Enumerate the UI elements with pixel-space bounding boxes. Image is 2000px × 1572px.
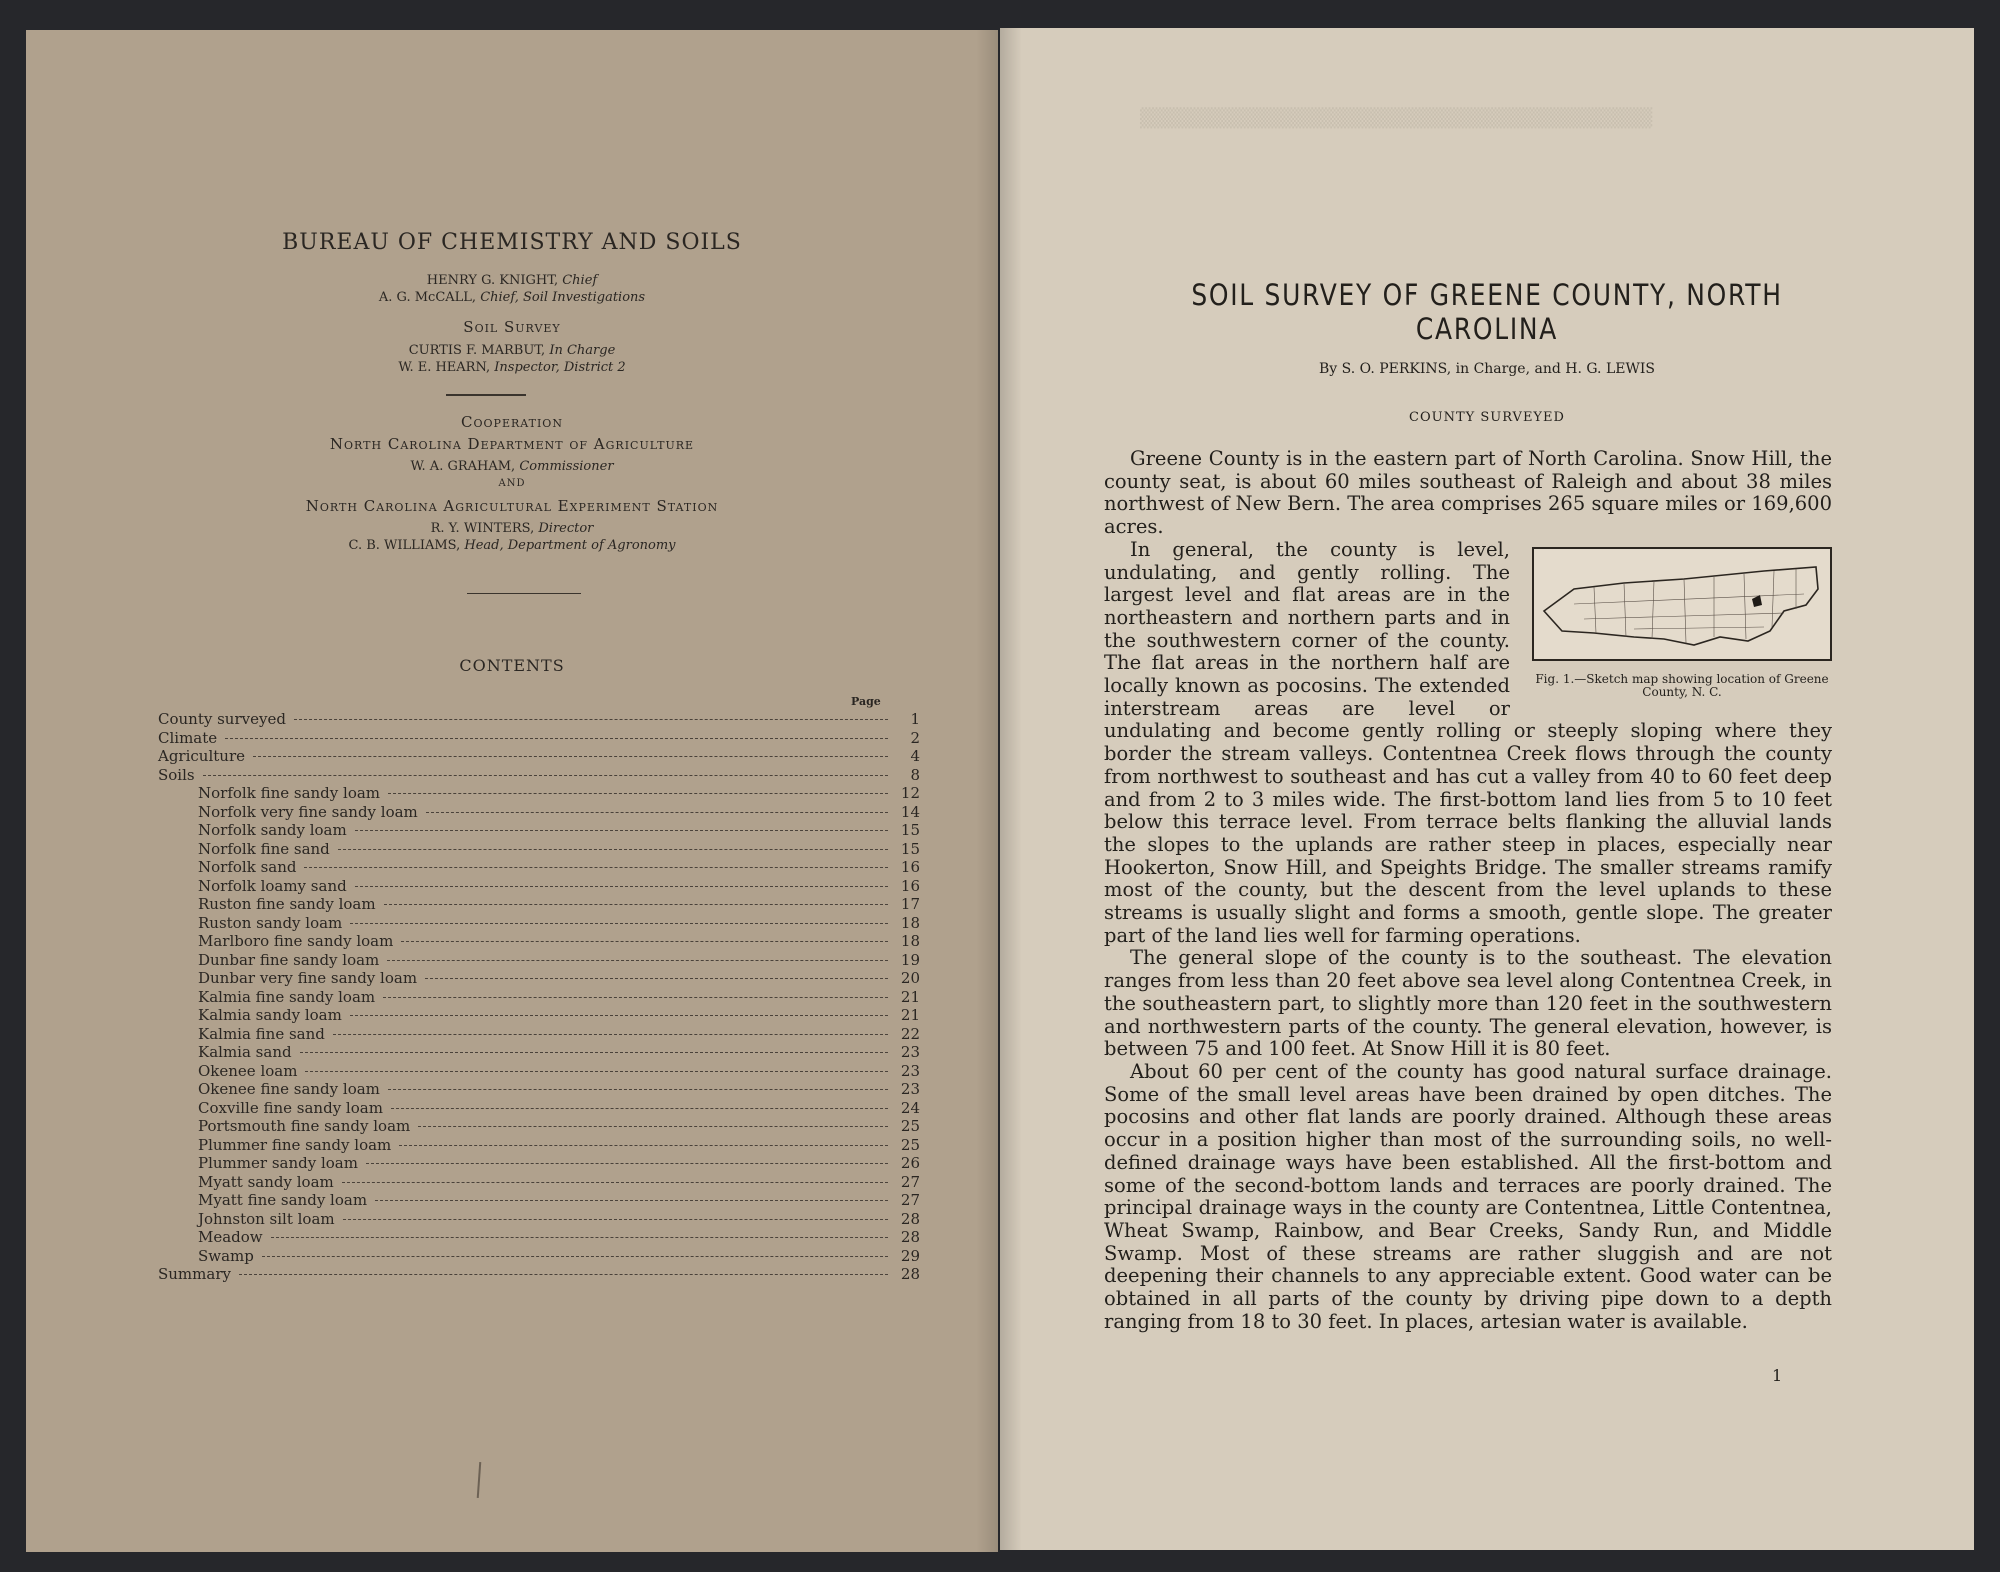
state-outline (1544, 567, 1818, 645)
staff-role: Commissioner (519, 459, 614, 474)
divider (467, 593, 581, 594)
staff-name: A. G. McCALL, (378, 290, 477, 305)
toc-leader (333, 1034, 888, 1035)
toc-entry-title: Okenee loam (198, 1061, 298, 1080)
toc-entry-page: 21 (900, 987, 920, 1006)
toc-leader (426, 812, 888, 813)
toc-entry-page: 23 (900, 1080, 920, 1098)
toc-entry-title: Kalmia fine sandy loam (198, 987, 376, 1006)
toc-entry-page: 16 (900, 876, 920, 895)
page-number: 1 (1772, 1366, 1783, 1385)
toc-leader (300, 1052, 888, 1053)
staff-role: Head, Department of Agronomy (464, 538, 676, 553)
figure (1532, 547, 1832, 699)
and-label: AND (498, 478, 526, 489)
toc-leader (399, 1145, 888, 1146)
toc-entry (158, 877, 920, 896)
toc-entry-title: Plummer fine sandy loam (198, 1135, 392, 1154)
toc-entry-title: County surveyed (158, 710, 286, 728)
toc-entry (158, 1247, 920, 1266)
toc-leader (388, 1089, 888, 1090)
staff-line (26, 520, 998, 537)
toc-entry (158, 729, 920, 748)
toc-leader (391, 1108, 888, 1109)
staff-role: Chief (562, 273, 598, 288)
toc-entry-title: Kalmia fine sand (198, 1024, 325, 1043)
toc-entry-title: Coxville fine sandy loam (198, 1098, 383, 1117)
staff-role: Inspector, District 2 (494, 360, 626, 375)
toc-entry-page: 25 (900, 1135, 920, 1154)
toc-leader (294, 719, 888, 720)
toc-entry-page: 19 (900, 950, 920, 969)
toc-entry (158, 1043, 920, 1062)
page-fold-shadow (1000, 28, 1022, 1550)
toc-leader (366, 1163, 888, 1164)
toc-entry-title: Climate (158, 728, 218, 747)
toc-entry (158, 1062, 920, 1081)
coop-dept: North Carolina Department of Agriculture (329, 435, 695, 453)
toc-entry (158, 747, 920, 766)
toc-entry (158, 840, 920, 859)
staff-block (26, 272, 998, 306)
toc-entry (158, 784, 920, 803)
toc-entry (158, 1136, 920, 1155)
toc-entry-title: Meadow (198, 1228, 263, 1246)
toc-entry-title: Kalmia sandy loam (198, 1006, 342, 1024)
toc-entry-page: 24 (900, 1098, 920, 1117)
toc-entry-title: Marlboro fine sandy loam (198, 932, 394, 950)
staff-name: W. A. GRAHAM, (410, 459, 516, 474)
toc-entry-title: Okenee fine sandy loam (198, 1080, 380, 1098)
toc-leader (262, 1256, 888, 1257)
toc-entry-title: Norfolk sandy loam (198, 821, 347, 839)
toc-entry (158, 1080, 920, 1099)
toc-entry-title: Johnston silt loam (198, 1209, 335, 1228)
toc-entry (158, 1191, 920, 1210)
toc-leader (253, 756, 888, 757)
toc-entry-title: Summary (158, 1265, 231, 1283)
toc-entry (158, 858, 920, 877)
toc-entry-page: 2 (910, 728, 920, 747)
toc-entry-page: 27 (900, 1172, 920, 1191)
map-drawing (1534, 549, 1830, 659)
toc-entry-title: Norfolk sand (198, 858, 297, 876)
byline: By S. O. PERKINS, in Charge, and H. G. LEWIS (1319, 361, 1655, 377)
toc-entry-title: Swamp (198, 1246, 254, 1265)
toc-entry-title: Kalmia sand (198, 1043, 292, 1061)
toc-entry-page: 12 (900, 784, 920, 802)
staff-name: C. B. WILLIAMS, (348, 538, 461, 553)
page-fold-shadow (976, 30, 998, 1552)
figure-caption: Fig. 1.—Sketch map showing location of Greene County, N. C. (1535, 671, 1829, 699)
toc-leader (355, 830, 888, 831)
toc-entry-page: 29 (900, 1246, 920, 1265)
toc-entry-title: Portsmouth fine sandy loam (198, 1117, 411, 1135)
staff-name: CURTIS F. MARBUT, (408, 343, 546, 358)
toc-entry-page: 1 (910, 710, 920, 728)
toc-leader (342, 1182, 888, 1183)
document-title (1068, 278, 1906, 346)
toc-entry-page: 14 (900, 802, 920, 821)
section-heading: COUNTY SURVEYED (1409, 410, 1565, 425)
toc-entry-page: 27 (900, 1191, 920, 1209)
staff-name: R. Y. WINTERS, (430, 521, 535, 536)
toc-entry-page: 23 (900, 1043, 920, 1061)
toc-entry-title: Ruston fine sandy loam (198, 895, 376, 913)
toc-entry-page: 15 (900, 839, 920, 858)
toc-entry (158, 1210, 920, 1229)
toc-entry (158, 932, 920, 951)
staff-role: Director (538, 521, 594, 536)
toc-entry-page: 22 (900, 1024, 920, 1043)
toc-entry (158, 1173, 920, 1192)
staff-line (26, 537, 998, 554)
toc-entry (158, 1154, 920, 1173)
soil-survey-staff (26, 342, 998, 376)
toc-entry-title: Norfolk very fine sandy loam (198, 802, 418, 821)
toc-entry-title: Norfolk fine sand (198, 839, 330, 858)
body-text (1104, 448, 1832, 1333)
staff-name: W. E. HEARN, (398, 360, 491, 375)
toc-entry-page: 4 (910, 747, 920, 765)
left-page (26, 30, 998, 1552)
toc-entry (158, 1228, 920, 1247)
paper-mark (477, 1462, 482, 1498)
coop-station: North Carolina Agricultural Experiment Station (305, 497, 719, 515)
toc-entry-title: Myatt fine sandy loam (198, 1191, 368, 1209)
toc-entry-page: 15 (900, 821, 920, 839)
toc-entry (158, 951, 920, 970)
toc-entry-page: 28 (900, 1265, 920, 1283)
staff-role: Chief, Soil Investigations (480, 290, 646, 305)
toc-entry-page: 18 (900, 913, 920, 932)
cooperation-heading: Cooperation (461, 413, 563, 431)
toc-entry (158, 710, 920, 729)
toc-entry-title: Norfolk loamy sand (198, 876, 347, 895)
toc-leader (203, 775, 888, 776)
toc-leader (401, 941, 888, 942)
toc-leader (387, 960, 888, 961)
table-of-contents (158, 710, 920, 1284)
north-carolina-map (1532, 547, 1832, 661)
toc-entry (158, 1006, 920, 1025)
paragraph: In general, the county is level, undulating, and gently rolling. The largest level and flat areas are in the northeastern and northern parts and in the southwestern corner of the county. The flat areas in the northern half are locally known as pocosins. The extended interstream areas are level or undulating and become gently rolling or steeply sloping where they border the stream valleys. Contentnea Creek flows through the county from northwest to southeast and has cut a valley from 40 to 60 feet deep and from 2 to 3 miles wide. The first-bottom land lies from 5 to 10 feet below this terrace level. From terrace belts flanking the alluvial lands the slopes to the uplands are rather steep in places, especially near Hookerton, Snow Hill, and Speights Bridge. The smaller streams ramify most of the county, but the descent from the level uplands to these streams is usually slight and forms a smooth, gentle slope. The greater part of the land lies well for farming operations. (1104, 537, 1832, 947)
toc-leader (418, 1126, 888, 1127)
staff-line (26, 342, 998, 359)
toc-leader (338, 849, 888, 850)
document-title-line: CAROLINA (1415, 312, 1559, 346)
toc-entry-title: Plummer sandy loam (198, 1154, 358, 1172)
toc-entry (158, 766, 920, 785)
toc-leader (305, 1071, 888, 1072)
toc-leader (425, 978, 888, 979)
toc-leader (343, 1219, 888, 1220)
toc-entry-title: Agriculture (158, 747, 245, 765)
coop-dept-staff (26, 458, 998, 475)
staff-line (26, 289, 998, 306)
toc-entry (158, 821, 920, 840)
toc-entry-page: 17 (900, 895, 920, 913)
toc-entry-title: Ruston sandy loam (198, 913, 343, 932)
toc-entry-page: 21 (900, 1006, 920, 1024)
toc-leader (388, 793, 888, 794)
toc-page-label: Page (851, 695, 881, 708)
staff-role: In Charge (549, 343, 616, 358)
toc-leader (350, 1015, 888, 1016)
paragraph: Greene County is in the eastern part of North Carolina. Snow Hill, the county seat, is about 60 miles southeast of Raleigh and about 38 miles northwest of New Bern. The area comprises 265 square miles or 169,600 acres. (1104, 447, 1832, 539)
toc-entry-page: 18 (900, 932, 920, 950)
toc-entry-title: Soils (158, 765, 195, 784)
soil-survey-heading: Soil Survey (463, 318, 561, 336)
toc-entry-page: 26 (900, 1154, 920, 1172)
toc-leader (225, 738, 888, 739)
document-title-line: SOIL SURVEY OF GREENE COUNTY, NORTH (1191, 278, 1783, 312)
toc-entry (158, 1099, 920, 1118)
toc-leader (304, 867, 888, 868)
toc-leader (271, 1237, 888, 1238)
toc-leader (350, 923, 888, 924)
toc-entry-page: 28 (900, 1228, 920, 1246)
toc-entry (158, 1117, 920, 1136)
toc-entry-title: Dunbar very fine sandy loam (198, 969, 418, 987)
contents-heading: CONTENTS (459, 656, 565, 675)
toc-entry-title: Norfolk fine sandy loam (198, 784, 381, 802)
toc-leader (355, 886, 888, 887)
toc-leader (384, 904, 888, 905)
toc-entry (158, 1025, 920, 1044)
toc-entry (158, 803, 920, 822)
toc-leader (239, 1274, 888, 1275)
toc-entry-title: Dunbar fine sandy loam (198, 950, 380, 969)
toc-leader (375, 1200, 888, 1201)
greene-county-marker (1752, 595, 1762, 607)
right-page (1000, 28, 1974, 1550)
staff-line (26, 359, 998, 376)
toc-entry-page: 16 (900, 858, 920, 876)
toc-entry-page: 8 (910, 765, 920, 784)
toc-entry (158, 895, 920, 914)
toc-entry-title: Myatt sandy loam (198, 1172, 334, 1191)
toc-entry-page: 25 (900, 1117, 920, 1135)
toc-entry-page: 23 (900, 1061, 920, 1080)
toc-entry-page: 20 (900, 969, 920, 987)
show-through-text: ▒▒▒▒▒▒▒▒▒▒▒▒▒▒▒▒▒▒▒▒▒▒▒▒▒▒▒▒▒▒▒▒▒▒▒▒▒ (1140, 108, 1653, 129)
toc-entry (158, 1265, 920, 1284)
divider (446, 394, 526, 396)
toc-entry (158, 969, 920, 988)
paragraph: About 60 per cent of the county has good natural surface drainage. Some of the small level areas have been drained by open ditches. The pocosins and other flat lands are poorly drained. Although these areas occur in a position higher than most of the surrounding soils, no well-defined drainage ways have been established. All the first-bottom and some of the second-bottom lands and terraces are poorly drained. The principal drainage ways in the county are Contentnea, Little Contentnea, Wheat Swamp, Rainbow, and Bear Creeks, Sandy Run, and Middle Swamp. Most of these streams are rather sluggish and are not deepening their channels to any appreciable extent. Good water can be obtained in all parts of the county by driving pipe down to a depth ranging from 18 to 30 feet. In places, artesian water is available. (1104, 1059, 1832, 1333)
toc-entry-page: 28 (900, 1209, 920, 1228)
toc-entry (158, 914, 920, 933)
staff-line (26, 272, 998, 289)
staff-name: HENRY G. KNIGHT, (426, 273, 559, 288)
toc-leader (383, 997, 888, 998)
paragraph: The general slope of the county is to the southeast. The elevation ranges from less than 20 feet above sea level along Contentnea Creek, in the southeastern part, to slightly more than 120 feet in the southwestern and northwestern parts of the county. The general elevation, however, is between 75 and 100 feet. At Snow Hill it is 80 feet. (1104, 946, 1832, 1061)
coop-station-staff (26, 520, 998, 554)
bureau-title: BUREAU OF CHEMISTRY AND SOILS (282, 230, 742, 255)
toc-entry (158, 988, 920, 1007)
